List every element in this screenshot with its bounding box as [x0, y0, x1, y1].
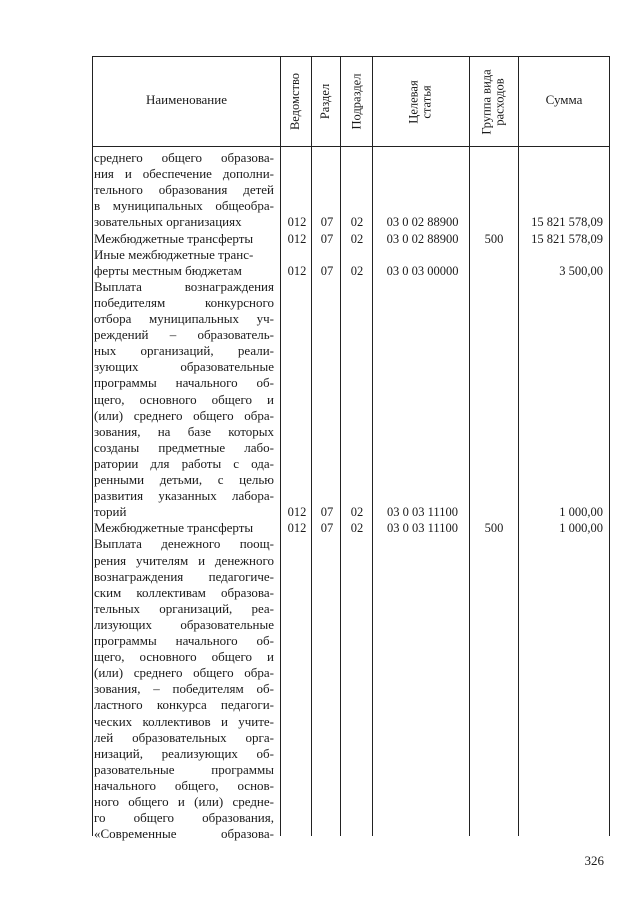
name-line: щего, основного общего и	[94, 391, 274, 407]
celevaya-statya-cell: 03 0 02 88900	[386, 231, 459, 246]
name-line: среднего общего образова-	[94, 150, 274, 165]
name-line: ластного конкурса педагоги-	[94, 697, 274, 713]
gruppa-cell: 500	[484, 231, 504, 246]
celevaya-statya-cell: 03 0 02 88900	[386, 215, 459, 230]
header-razdel: Раздел	[318, 83, 333, 120]
page-number: 326	[584, 853, 604, 868]
vedomstvo-cell: 012	[287, 215, 307, 230]
header-vedomstvo: Ведомство	[288, 72, 303, 131]
name-line: го общего образования,	[94, 810, 274, 826]
col-border-pod	[372, 56, 373, 836]
name-line: созданы предметные лабо-	[94, 439, 274, 455]
razdel-cell: 07	[320, 505, 334, 520]
name-line: ферты местным бюджетам	[94, 262, 242, 278]
razdel-cell: 07	[320, 521, 334, 536]
name-line: торий	[94, 504, 127, 520]
name-line: лей образовательных орга-	[94, 729, 274, 745]
name-line: Межбюджетные трансферты	[94, 520, 254, 536]
name-line: Межбюджетные трансферты	[94, 230, 254, 246]
name-line: Иные межбюджетные транс-	[94, 246, 254, 262]
name-line: щего, основного общего и	[94, 649, 274, 665]
name-line: (или) среднего общего обра-	[94, 665, 274, 681]
name-line: вознаграждения педагогиче-	[94, 568, 274, 584]
name-line: зовательных организациях	[94, 214, 242, 230]
gruppa-cell: 500	[484, 521, 504, 536]
name-line: победителям конкурсного	[94, 294, 274, 310]
summa-cell: 3 500,00	[559, 263, 603, 278]
header-summa: Сумма	[545, 92, 583, 107]
name-line: Выплата денежного поощ-	[94, 536, 274, 552]
col-border-grp	[518, 56, 519, 836]
name-line: ратории для работы с ода-	[94, 455, 274, 471]
name-line: реждений – образователь-	[94, 327, 274, 343]
name-line: программы начального об-	[94, 633, 274, 648]
vedomstvo-cell: 012	[287, 505, 307, 520]
name-line: тельных организаций, реа-	[94, 600, 274, 616]
name-line: ного общего и (или) средне-	[94, 794, 274, 809]
podrazdel-cell: 02	[350, 521, 364, 536]
name-line: (или) среднего общего обра-	[94, 407, 274, 423]
header-bottom-border	[92, 146, 610, 147]
header-celevaya-statya	[373, 57, 469, 146]
col-border-raz	[340, 56, 341, 836]
razdel-cell: 07	[320, 231, 334, 246]
podrazdel-cell: 02	[350, 263, 364, 278]
name-line: лизующих образовательные	[94, 616, 274, 632]
header-name: Наименование	[146, 92, 227, 107]
razdel-cell: 07	[320, 263, 334, 278]
name-line: ским коллективам образова-	[94, 584, 274, 600]
podrazdel-cell: 02	[350, 505, 364, 520]
col-border-left	[92, 56, 93, 836]
name-line: развития указанных лабора-	[94, 488, 274, 504]
vedomstvo-cell: 012	[287, 263, 307, 278]
header-gruppa-line2: расходов	[493, 77, 508, 126]
gruppa-cell	[471, 504, 517, 520]
name-line: ческих коллективов и учите-	[94, 713, 274, 729]
name-line: ных организаций, реали-	[94, 343, 274, 359]
name-line: тельного образования детей	[94, 182, 274, 198]
col-border-cel	[469, 56, 470, 836]
vedomstvo-cell: 012	[287, 521, 307, 536]
name-line: Выплата вознаграждения	[94, 278, 274, 294]
celevaya-statya-cell: 03 0 03 11100	[387, 505, 458, 520]
name-line: низаций, реализующих об-	[94, 745, 274, 761]
name-line: ренными детьми, с целью	[94, 472, 274, 487]
header-podrazdel: Подраздел	[349, 73, 363, 130]
name-line: зования, – победителям об-	[94, 681, 274, 697]
name-line: рения учителям и денежного	[94, 552, 274, 568]
razdel-cell: 07	[320, 215, 334, 230]
summa-cell: 15 821 578,09	[531, 231, 603, 246]
header-celevaya-line1: Целевая	[407, 79, 421, 124]
col-border-name	[280, 56, 281, 836]
header-gruppa-line1: Группа вида	[480, 68, 495, 135]
name-line: начального общего, основ-	[94, 777, 274, 793]
name-line: в муниципальных общеобра-	[94, 198, 274, 214]
name-line: отбора муниципальных уч-	[94, 311, 274, 326]
podrazdel-cell: 02	[350, 231, 364, 246]
podrazdel-cell: 02	[350, 215, 364, 230]
name-line: программы начального об-	[94, 375, 274, 391]
name-line: «Современные образова-	[94, 826, 274, 842]
vedomstvo-cell: 012	[287, 231, 307, 246]
name-line: зующих образовательные	[94, 359, 274, 375]
name-line: ния и обеспечение дополни-	[94, 166, 274, 182]
name-line: зования, на базе которых	[94, 423, 274, 439]
celevaya-statya-cell: 03 0 03 11100	[387, 521, 458, 536]
gruppa-cell	[471, 214, 517, 230]
header-gruppa-vida-rashodov	[470, 57, 518, 146]
name-line: разовательные программы	[94, 761, 274, 777]
summa-cell: 15 821 578,09	[531, 215, 603, 230]
col-border-right	[609, 56, 610, 836]
summa-cell: 1 000,00	[559, 505, 603, 520]
col-border-ved	[311, 56, 312, 836]
gruppa-cell	[471, 263, 517, 279]
summa-cell: 1 000,00	[559, 521, 603, 536]
header-celevaya-line2: статья	[420, 84, 434, 119]
celevaya-statya-cell: 03 0 03 00000	[386, 263, 459, 278]
